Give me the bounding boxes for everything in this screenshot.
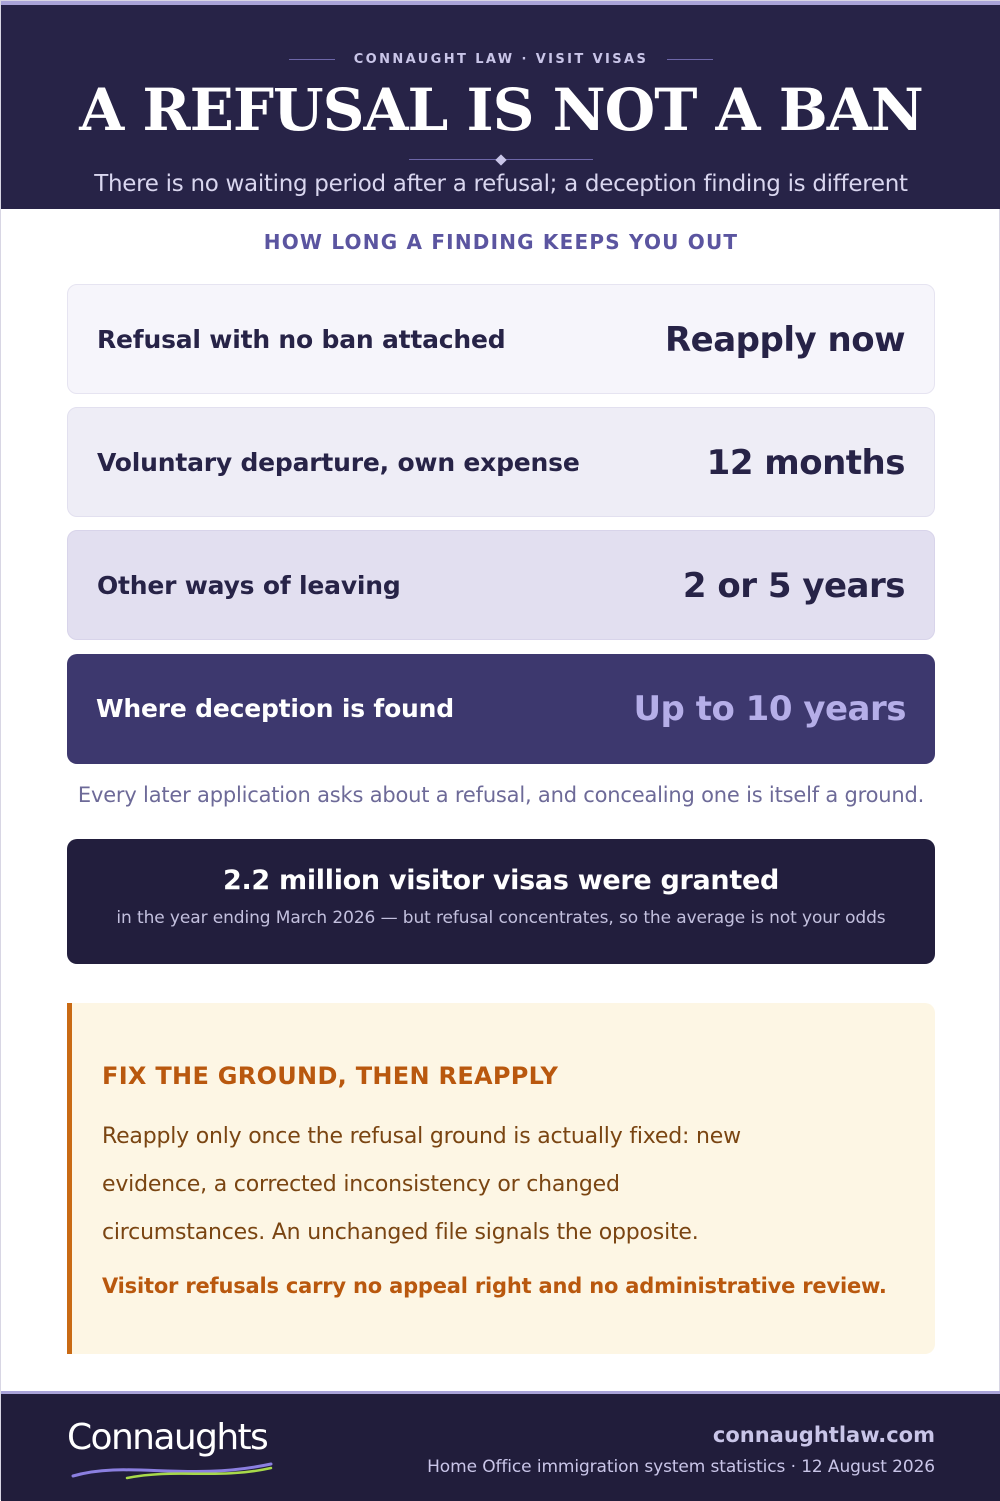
footer: [1, 1391, 1000, 1501]
kicker-row: [1, 49, 1000, 68]
header-banner: [1, 1, 1000, 209]
logo-wordmark: Connaughts: [67, 1417, 268, 1458]
ban-row-label: Refusal with no ban attached: [97, 325, 506, 354]
callout-emphasis: Visitor refusals carry no appeal right and no administrative review.: [102, 1274, 887, 1298]
kicker-rule-right: [667, 59, 713, 60]
ban-row-other-departure: [67, 530, 935, 640]
ban-row-value: 12 months: [706, 443, 905, 483]
ban-row-no-ban: [67, 284, 935, 394]
advice-callout: [67, 1003, 935, 1354]
diamond-icon: [495, 154, 506, 165]
kicker-text: CONNAUGHT LAW · VISIT VISAS: [353, 52, 649, 67]
ban-row-label: Other ways of leaving: [97, 571, 401, 600]
disclosure-note: Every later application asks about a refusal, and concealing one is itself a ground.: [77, 783, 925, 807]
page-title: A REFUSAL IS NOT A BAN: [79, 76, 923, 144]
connaughts-logo: [67, 1416, 287, 1476]
logo-swoosh-icon: [67, 1458, 277, 1482]
source-citation: Home Office immigration system statistics · 12 August 2026: [427, 1457, 935, 1477]
website-link[interactable]: connaughtlaw.com: [712, 1423, 935, 1447]
statistic-headline: 2.2 million visitor visas were granted: [222, 865, 780, 896]
statistic-card: [67, 839, 935, 964]
ban-row-value: Up to 10 years: [633, 689, 906, 729]
section-heading: HOW LONG A FINDING KEEPS YOU OUT: [263, 230, 739, 254]
kicker-rule-left: [289, 59, 335, 60]
ornament-divider: [409, 155, 593, 165]
ban-row-value: 2 or 5 years: [682, 566, 905, 606]
page-subtitle: There is no waiting period after a refusal; a deception finding is different: [94, 171, 908, 197]
ban-row-label: Voluntary departure, own expense: [97, 448, 580, 477]
ban-row-label: Where deception is found: [96, 694, 454, 723]
ban-row-deception: [67, 654, 935, 764]
ban-row-voluntary-departure: [67, 407, 935, 517]
callout-body: Reapply only once the refusal ground is actually fixed: new evidence, a corrected inconsistency or changed circumstances. An unchanged file signals the opposite.: [102, 1124, 741, 1245]
ban-row-value: Reapply now: [665, 320, 905, 360]
callout-title: FIX THE GROUND, THEN REAPPLY: [102, 1062, 559, 1090]
statistic-detail: in the year ending March 2026 — but refusal concentrates, so the average is not your odds: [116, 908, 886, 928]
